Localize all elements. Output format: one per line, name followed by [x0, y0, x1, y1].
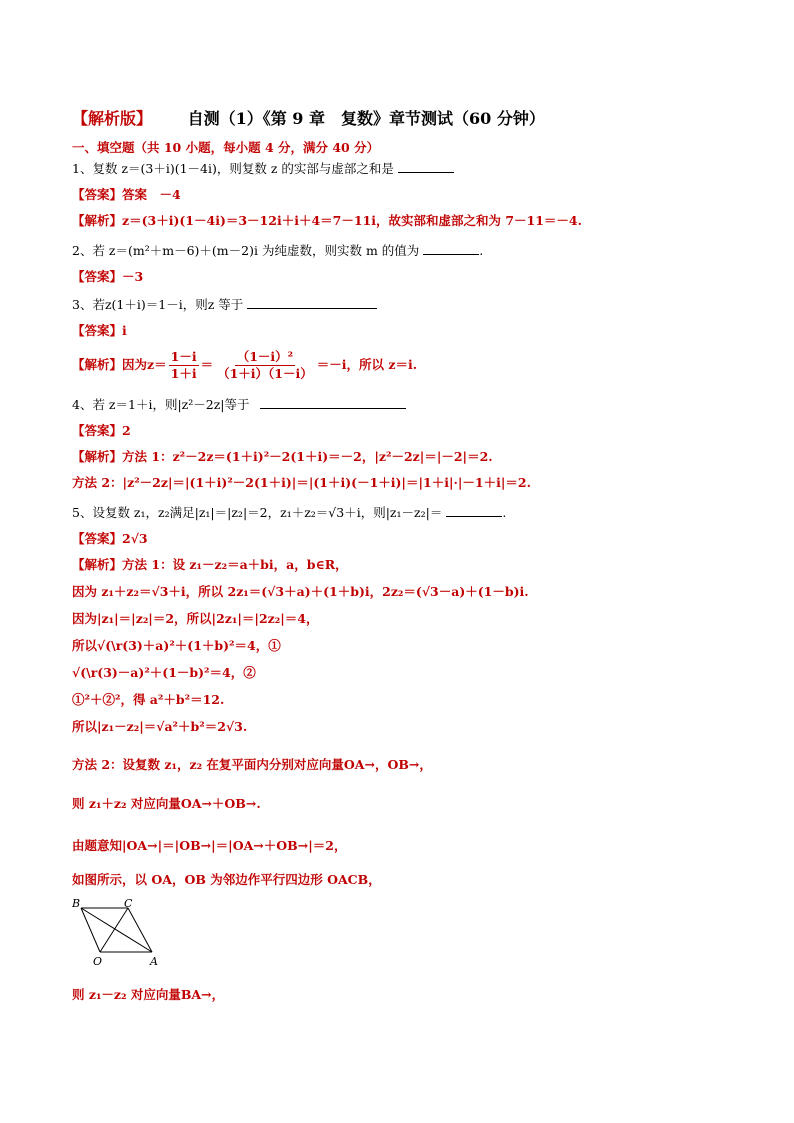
edge-ca	[128, 908, 152, 952]
equals: ＝	[200, 357, 214, 372]
explanation-line: 因为|z₁|＝|z₂|＝2，所以|2z₁|＝|2z₂|＝4，	[72, 611, 319, 626]
answer-blank	[423, 242, 479, 255]
explanation-label: 【解析】	[72, 357, 123, 372]
fraction	[169, 349, 199, 382]
answer-value: －3	[122, 269, 144, 284]
explanation-1	[72, 212, 582, 230]
explanation-text: z＝(3＋i)(1－4i)＝3－12i＋i＋4＝7－11i，故实部和虚部之和为 7－11＝－4.	[122, 213, 582, 228]
version-tag: 【解析版】	[72, 109, 153, 128]
parallelogram-lines	[81, 908, 152, 952]
title-text: 自测（1）《第 9 章 复数》章节测试（60 分钟）	[187, 109, 545, 128]
answer-label: 【答案】	[72, 531, 123, 546]
parallelogram-diagram	[72, 896, 172, 970]
question-2-text: 2、若 z＝(m²＋m－6)＋(m－2)i 为纯虚数，则实数 m 的值为	[72, 243, 420, 258]
answer-4	[72, 422, 131, 440]
page-title	[72, 106, 545, 129]
question-1-text: 1、复数 z＝(3＋i)(1－4i)，则复数 z 的实部与虚部之和是	[72, 161, 394, 176]
answer-3	[72, 322, 127, 340]
label-b: B	[72, 897, 81, 910]
explanation-line: 由题意知|OA→|＝|OB→|＝|OA→＋OB→|＝2，	[72, 838, 347, 853]
explanation-text: 方法 1：z²－2z＝(1＋i)²－2(1＋i)＝－2，|z²－2z|＝|－2|＝2.	[122, 449, 493, 464]
explanation-line: 方法 2：设复数 z₁，z₂ 在复平面内分别对应向量OA→，OB→，	[72, 757, 432, 772]
explanation-5	[72, 556, 348, 574]
answer-value: i	[122, 323, 127, 338]
answer-label: 【答案】	[72, 187, 123, 202]
explanation-4-method-2: 方法 2：|z²－2z|＝|(1＋i)²－2(1＋i)|＝|(1＋i)(－1＋i)|＝|1＋i|·|－1＋i|＝2.	[72, 475, 531, 490]
answer-5	[72, 530, 148, 548]
label-o: O	[93, 955, 103, 968]
question-5	[72, 504, 506, 522]
diagonal-oc	[100, 908, 128, 952]
explanation-line: 因为 z₁＋z₂＝√3＋i，所以 2z₁＝(√3＋a)＋(1＋b)i，2z₂＝(√3－a)＋(1－b)i.	[72, 584, 529, 599]
answer-1	[72, 186, 181, 204]
edge-ob	[81, 908, 100, 952]
answer-blank	[446, 504, 502, 517]
question-3	[72, 296, 377, 314]
explanation-text: ＝－i，所以 z＝i.	[316, 357, 418, 372]
answer-blank	[247, 296, 377, 309]
denominator: （1＋i）（1－i）	[217, 366, 313, 381]
numerator: （1－i）²	[236, 349, 294, 364]
fraction	[215, 349, 315, 382]
explanation-line: 所以√(\r(3)＋a)²＋(1＋b)²＝4，①	[72, 638, 281, 653]
explanation-line: 则 z₁－z₂ 对应向量BA→，	[72, 987, 225, 1002]
explanation-label: 【解析】	[72, 557, 123, 572]
explanation-line: 所以|z₁－z₂|＝√a²＋b²＝2√3.	[72, 719, 248, 734]
question-3-text: 3、若z(1＋i)＝1－i，则z 等于	[72, 297, 244, 312]
answer-label: 【答案】	[72, 323, 123, 338]
question-4-text: 4、若 z＝1＋i，则|z²－2z|等于	[72, 397, 250, 412]
diagonal-ba	[81, 908, 152, 952]
explanation-3	[72, 348, 417, 382]
period: .	[502, 505, 507, 520]
explanation-line: 如图所示，以 OA，OB 为邻边作平行四边形 OACB，	[72, 872, 381, 887]
answer-label: 【答案】	[72, 423, 123, 438]
explanation-4	[72, 448, 493, 466]
label-c: C	[124, 897, 133, 910]
answer-blank	[398, 160, 454, 173]
explanation-line: √(\r(3)－a)²＋(1－b)²＝4，②	[72, 665, 256, 680]
explanation-text: 因为z＝	[122, 357, 167, 372]
section-heading: 一、填空题（共 10 小题，每小题 4 分，满分 40 分）	[72, 140, 380, 155]
explanation-label: 【解析】	[72, 449, 123, 464]
question-1	[72, 160, 454, 178]
explanation-text: 方法 1：设 z₁－z₂＝a＋bi，a，b∈R，	[122, 557, 348, 572]
question-4	[72, 396, 406, 414]
explanation-label: 【解析】	[72, 213, 123, 228]
explanation-line: ①²＋②²，得 a²＋b²＝12.	[72, 692, 225, 707]
question-2	[72, 242, 483, 260]
explanation-line: 则 z₁＋z₂ 对应向量OA→＋OB→.	[72, 796, 261, 811]
answer-value: 2	[122, 423, 131, 438]
answer-blank	[260, 396, 406, 409]
denominator: 1＋i	[170, 366, 197, 381]
answer-value: 答案 －4	[122, 187, 181, 202]
answer-2	[72, 268, 143, 286]
numerator: 1－i	[170, 349, 197, 364]
answer-value: 2√3	[122, 531, 148, 546]
question-5-text: 5、设复数 z₁，z₂满足|z₁|＝|z₂|＝2，z₁＋z₂＝√3＋i，则|z₁－z₂|＝	[72, 505, 443, 520]
period: .	[479, 243, 484, 258]
answer-label: 【答案】	[72, 269, 123, 284]
label-a: A	[150, 955, 158, 968]
